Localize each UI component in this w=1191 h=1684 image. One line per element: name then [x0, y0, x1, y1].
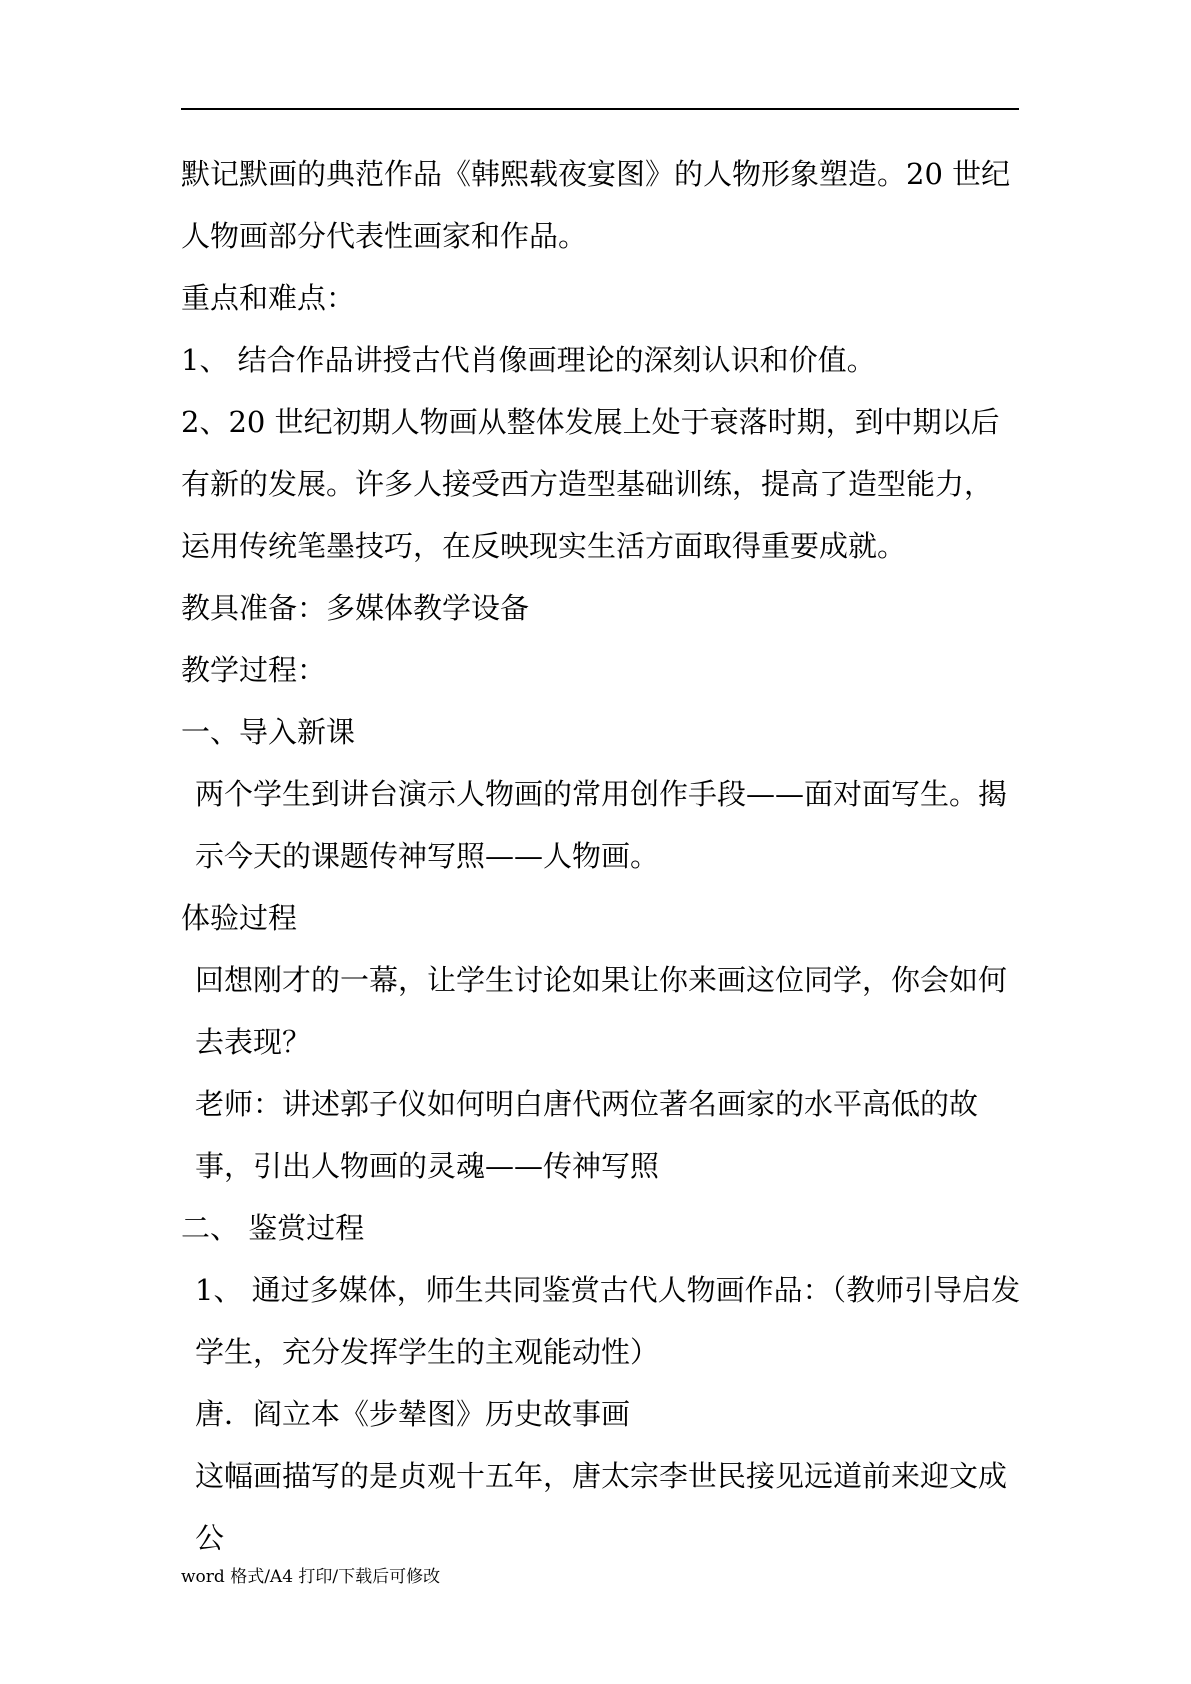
paragraph-artwork-description: 这幅画描写的是贞观十五年，唐太宗李世民接见远道前来迎文成公	[195, 1459, 1008, 1555]
page-footer: word 格式/A4 打印/下载后可修改	[181, 1567, 441, 1587]
paragraph-intro: 默记默画的典范作品《韩熙载夜宴图》的人物形象塑造。20 世纪人物画部分代表性画家和作品。	[181, 157, 1011, 253]
paragraph-demo: 两个学生到讲台演示人物画的常用创作手段——面对面写生。揭示今天的课题传神写照——人物画。	[195, 777, 1008, 873]
section-introduction: 一、导入新课	[181, 715, 356, 749]
document-body	[181, 143, 1021, 1569]
header-rule	[181, 108, 1019, 110]
key-point-1: 1、 结合作品讲授古代肖像画理论的深刻认识和价值。	[181, 343, 876, 377]
teaching-aids: 教具准备：多媒体教学设备	[181, 591, 530, 625]
paragraph-multimedia: 1、 通过多媒体，师生共同鉴赏古代人物画作品：（教师引导启发学生，充分发挥学生的主观能动性）	[195, 1273, 1021, 1369]
heading-key-points: 重点和难点：	[181, 281, 356, 315]
section-experience: 体验过程	[181, 901, 298, 935]
key-point-2: 2、20 世纪初期人物画从整体发展上处于衰落时期，到中期以后有新的发展。许多人接受西方造型基础训练，提高了造型能力，运用传统笔墨技巧，在反映现实生活方面取得重要成就。	[181, 405, 1000, 563]
heading-teaching-process: 教学过程：	[181, 653, 327, 687]
paragraph-recall: 回想刚才的一幕，让学生讨论如果让你来画这位同学，你会如何去表现？	[195, 963, 1008, 1059]
paragraph-artwork-title: 唐．阎立本《步辇图》历史故事画	[195, 1397, 631, 1431]
section-appreciation: 二、 鉴赏过程	[181, 1211, 365, 1245]
paragraph-teacher: 老师：讲述郭子仪如何明白唐代两位著名画家的水平高低的故事，引出人物画的灵魂——传神写照	[195, 1087, 979, 1183]
